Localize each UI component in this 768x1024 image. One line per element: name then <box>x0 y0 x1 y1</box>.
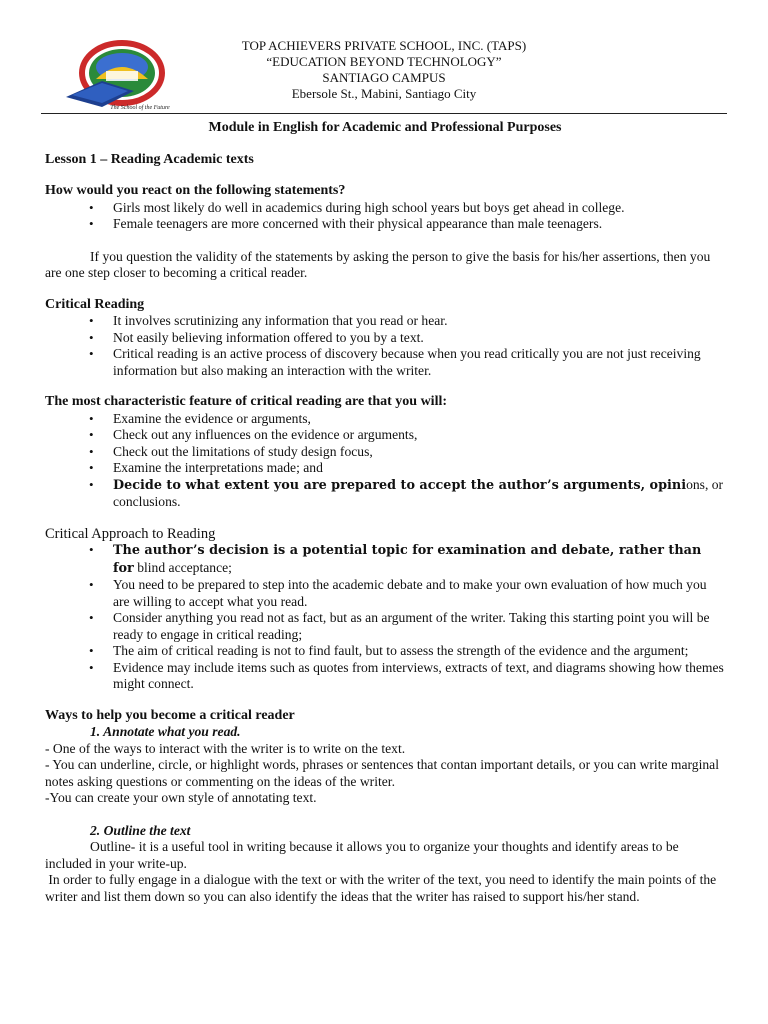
step-1-line: - You can underline, circle, or highlight words, phrases or sentences that contan important details, or you can write marginal notes asking questions or commenting on the ideas of the writer. <box>45 757 719 789</box>
header-divider <box>41 113 727 114</box>
critical-reading-list <box>45 313 725 379</box>
document-body <box>45 118 725 905</box>
features-heading: The most characteristic feature of critical reading are that you will: <box>45 394 448 409</box>
list-item: • Examine the interpretations made; and <box>45 460 725 477</box>
step-1-title: 1. Annotate what you read. <box>90 724 241 739</box>
school-motto: “EDUCATION BEYOND TECHNOLOGY” <box>266 54 502 69</box>
list-item: • Check out any influences on the evidence or arguments, <box>45 427 725 444</box>
step-2-paragraph: Outline- it is a useful tool in writing because it allows you to organize your thoughts and identify areas to be included in your write-up. <box>45 839 679 871</box>
list-item: • You need to be prepared to step into the academic debate and to make your own evaluation of how much you are willing to accept what you read. <box>45 577 725 610</box>
list-item: • Female teenagers are more concerned with their physical appearance than male teenagers. <box>45 216 725 233</box>
module-title: Module in English for Academic and Professional Purposes <box>208 120 562 135</box>
features-list <box>45 411 725 511</box>
lesson-heading: Lesson 1 – Reading Academic texts <box>45 151 254 167</box>
intro-heading: How would you react on the following statements? <box>45 183 346 198</box>
step-2-paragraph: In order to fully engage in a dialogue with the text or with the writer of the text, you need to identify the main points of the writer and list them down so you can also identify the ideas that the writer has raised to support his/her stand. <box>45 872 720 904</box>
list-item: • Girls most likely do well in academics during high school years but boys get ahead in college. <box>45 200 725 217</box>
list-item <box>45 477 725 511</box>
campus-name: SANTIAGO CAMPUS <box>322 70 446 85</box>
step-2-title: 2. Outline the text <box>90 822 191 838</box>
list-item <box>45 542 725 577</box>
list-item: • The aim of critical reading is not to find fault, but to assess the strength of the evidence and the argument; <box>45 643 725 660</box>
school-name: TOP ACHIEVERS PRIVATE SCHOOL, INC. (TAPS) <box>241 38 527 53</box>
list-item: • Critical reading is an active process of discovery because when you read critically you are not just receiving information but also making an interaction with the writer. <box>45 346 725 379</box>
approach-heading: Critical Approach to Reading <box>45 525 216 542</box>
intro-list <box>45 200 725 233</box>
critical-reading-heading: Critical Reading <box>45 296 145 312</box>
list-item-bold-text: Decide to what extent you are prepared to accept the author’s arguments, opini <box>113 477 687 493</box>
list-item: • Evidence may include items such as quotes from interviews, extracts of text, and diagrams showing how themes might connect. <box>45 660 725 693</box>
approach-list <box>45 542 725 693</box>
school-header <box>0 34 768 111</box>
step-1-line: -You can create your own style of annotating text. <box>45 790 317 805</box>
list-item: • Not easily believing information offered to you by a text. <box>45 330 725 347</box>
logo-tagline: The School of the Future <box>110 105 170 111</box>
list-item-bold-text: The author’s decision is a potential topic for examination and debate, rather than for <box>113 543 702 576</box>
school-address: Ebersole St., Mabini, Santiago City <box>291 86 477 101</box>
list-item: • Consider anything you read not as fact, but as an argument of the writer. Taking this starting point you will be ready to engage in critical reading; <box>45 610 725 643</box>
list-item-text: ons, or conclusions. <box>113 476 724 509</box>
ways-heading: Ways to help you become a critical reader <box>45 707 295 723</box>
list-item-text: blind acceptance; <box>137 559 232 575</box>
list-item: • Check out the limitations of study design focus, <box>45 444 725 461</box>
list-item: • Examine the evidence or arguments, <box>45 411 725 428</box>
list-item: • It involves scrutinizing any information that you read or hear. <box>45 313 725 330</box>
step-1-line: - One of the ways to interact with the writer is to write on the text. <box>45 740 406 756</box>
intro-paragraph: If you question the validity of the statements by asking the person to give the basis for his/her assertions, then you are one step closer to becoming a critical reader. <box>45 248 711 280</box>
